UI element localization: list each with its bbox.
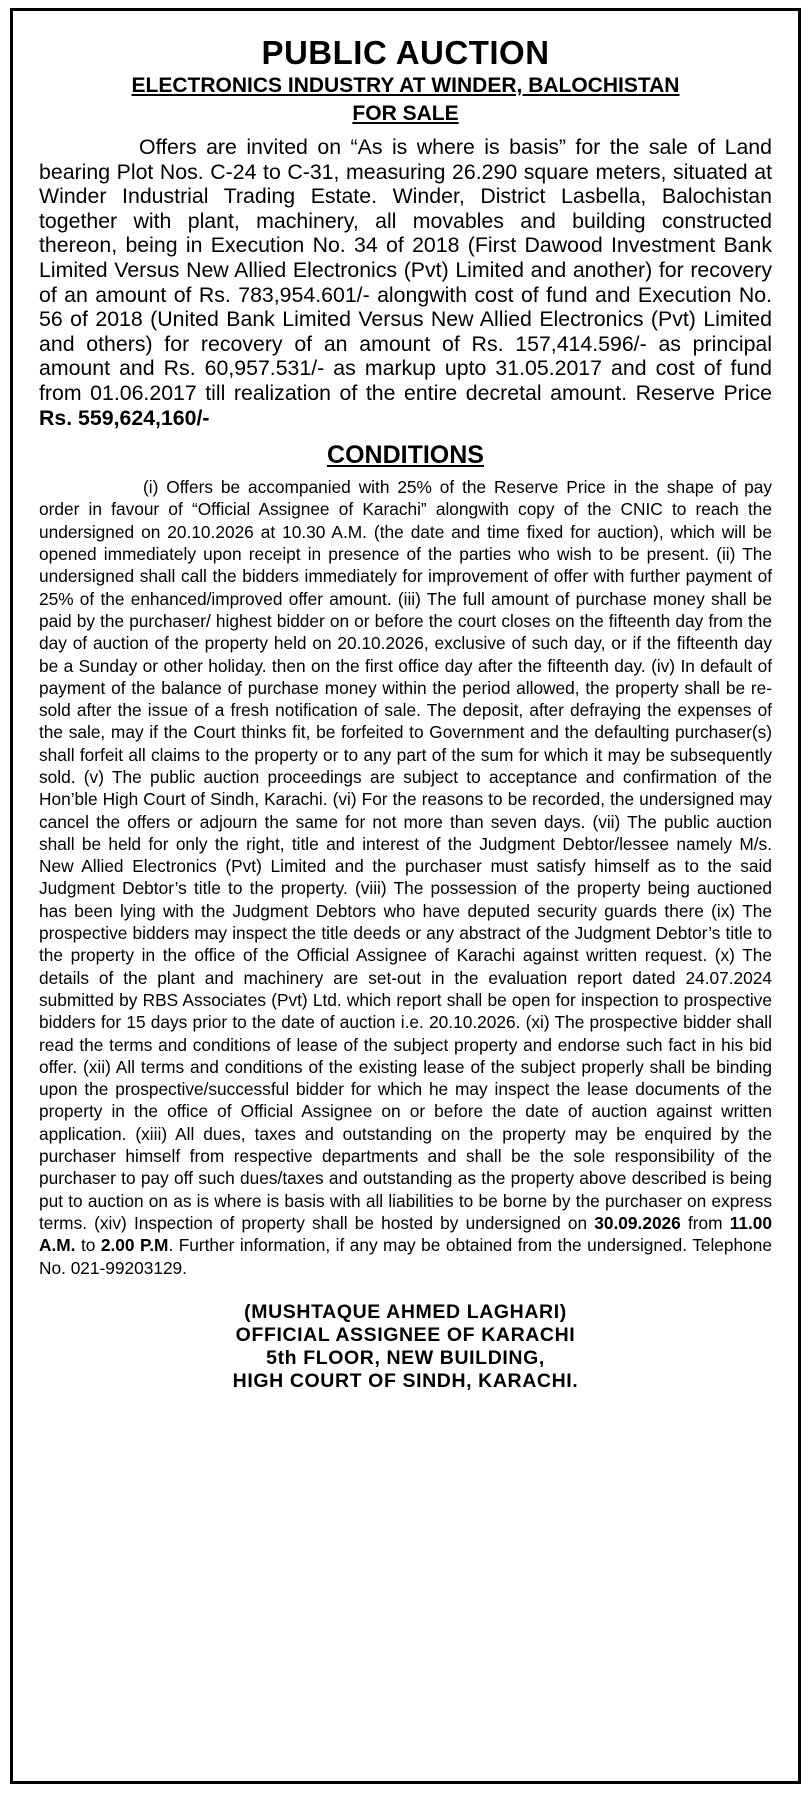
conditions-paragraph xyxy=(39,476,772,1279)
inspection-date: 30.09.2026 xyxy=(594,1212,681,1233)
signatory-name: (MUSHTAQUE AHMED LAGHARI) xyxy=(244,1300,567,1323)
conditions-heading: CONDITIONS xyxy=(327,441,484,470)
notice-subtitle: ELECTRONICS INDUSTRY AT WINDER, BALOCHISTAN xyxy=(131,74,680,97)
intro-paragraph xyxy=(39,135,772,430)
inspection-start-time: 11.00 A.M. xyxy=(39,1212,772,1256)
inspection-end-time: 2.00 P.M xyxy=(100,1235,169,1256)
conditions-text: (i) Offers be accompanied with 25% of the Reserve Price in the shape of pay order in favour of “Official Assignee of Karachi” alongwith copy of the CNIC to reach the undersigned on 20.10.2026 at 10.30 A.M. (the date and time fixed for auction), which will be opened immediately upon receipt in presence of the parties who wish to be present. (ii) The undersigned shall call the bidders immediately for improvement of offer with further payment of 25% of the enhanced/improved offer amount. (iii) The full amount of purchase money shall be paid by the purchaser/ highest bidder on or before the court closes on the fifteenth day from the day of auction of the property held on 20.10.2026, exclusive of such day, or if the fifteenth day be a Sunday or other holiday. then on the first office day after the fifteenth day. (iv) In default of payment of the balance of purchase money within the period allowed, the property shall be re-sold after the issue of a fresh notification of sale. The deposit, after defraying the expenses of the sale, may if the Court thinks fit, be forfeited to Government and the defaulting purchaser(s) shall forfeit all claims to the property or to any part of the sum for which it may be subsequently sold. (v) The public auction proceedings are subject to acceptance and confirmation of the Hon’ble High Court of Sindh, Karachi. (vi) For the reasons to be recorded, the undersigned may cancel the offers or adjourn the same for not more than seven days. (vii) The public auction shall be held for only the right, title and interest of the Judgment Debtor/lessee namely M/s. New Allied Electronics (Pvt) Limited and the purchaser must satisfy himself as to the said Judgment Debtor’s title to the property. (viii) The possession of the property being auctioned has been lying with the Judgment Debtors who have deputed security guards there (ix) The prospective bidders may inspect the title deeds or any abstract of the Judgment Debtor’s title to the property in the office of the Official Assignee of Karachi against written request. (x) The details of the plant and machinery are set-out in the evaluation report dated 24.07.2024 submitted by RBS Associates (Pvt) Ltd. which report shall be open for inspection to prospective bidders for 15 days prior to the date of auction i.e. 20.10.2026. (xi) The prospective bidder shall read the terms and conditions of lease of the subject property and endorse such fact in his bid offer. (xii) All terms and conditions of the existing lease of the subject properly shall be binding upon the prospective/successful bidder for which he may inspect the lease documents of the property in the office of Official Assignee on or before the date of auction against written application. (xiii) All dues, taxes and outstanding on the property may be enquired by the purchaser himself from respective departments and shall be the sole responsibility of the purchaser to pay off such dues/taxes and outstanding as the property above described is being put to auction on as is where is basis with all liabilities to be borne by the purchaser on express terms. (xiv) Inspection of property shall be hosted by undersigned xyxy=(39,477,772,1233)
notice-title: PUBLIC AUCTION xyxy=(261,34,550,71)
to-word: to xyxy=(80,1235,96,1256)
signatory-designation: OFFICIAL ASSIGNEE OF KARACHI xyxy=(235,1323,576,1346)
intro-text: Offers are invited on “As is where is basis” for the sale of Land bearing Plot Nos. C-24 to C-31, measuring 26.290 square meters, situated at Winder Industrial Trading Estate. Winder, District Lasbella, Balochistan together with plant, machinery, all movables and building constructed thereon, being in Execution No. 34 of 2018 (First Dawood Investment Bank Limited Versus New Allied Electronics (Pvt) Limited and another) for recovery of an amount of Rs. 783,954.601/- alongwith cost of fund and Execution No. 56 of 2018 (United Bank Limited Versus New Allied Electronics (Pvt) Limited and others) for recovery of an amount of Rs. 157,414.596/- as principal amount and Rs. 60,957.531/- as markup upto 31.05.2017 and cost of fund from 01.06.2017 till realization of the entire decretal amount. xyxy=(39,135,772,405)
auction-notice xyxy=(10,8,801,1784)
from-word: from xyxy=(687,1212,723,1233)
address-line-2: HIGH COURT OF SINDH, KARACHI. xyxy=(232,1369,579,1392)
conditions-closing: . Further information, if any may be obtained from the undersigned. Telephone No. 021-99203129. xyxy=(39,1235,772,1278)
notice-for-sale: FOR SALE xyxy=(352,102,459,125)
reserve-price-label: Reserve Price xyxy=(635,380,772,405)
signature-block xyxy=(39,1301,772,1393)
address-line-1: 5th FLOOR, NEW BUILDING, xyxy=(266,1346,545,1369)
reserve-price-value: Rs. 559,624,160/- xyxy=(39,405,210,430)
on-word: on xyxy=(567,1212,588,1233)
